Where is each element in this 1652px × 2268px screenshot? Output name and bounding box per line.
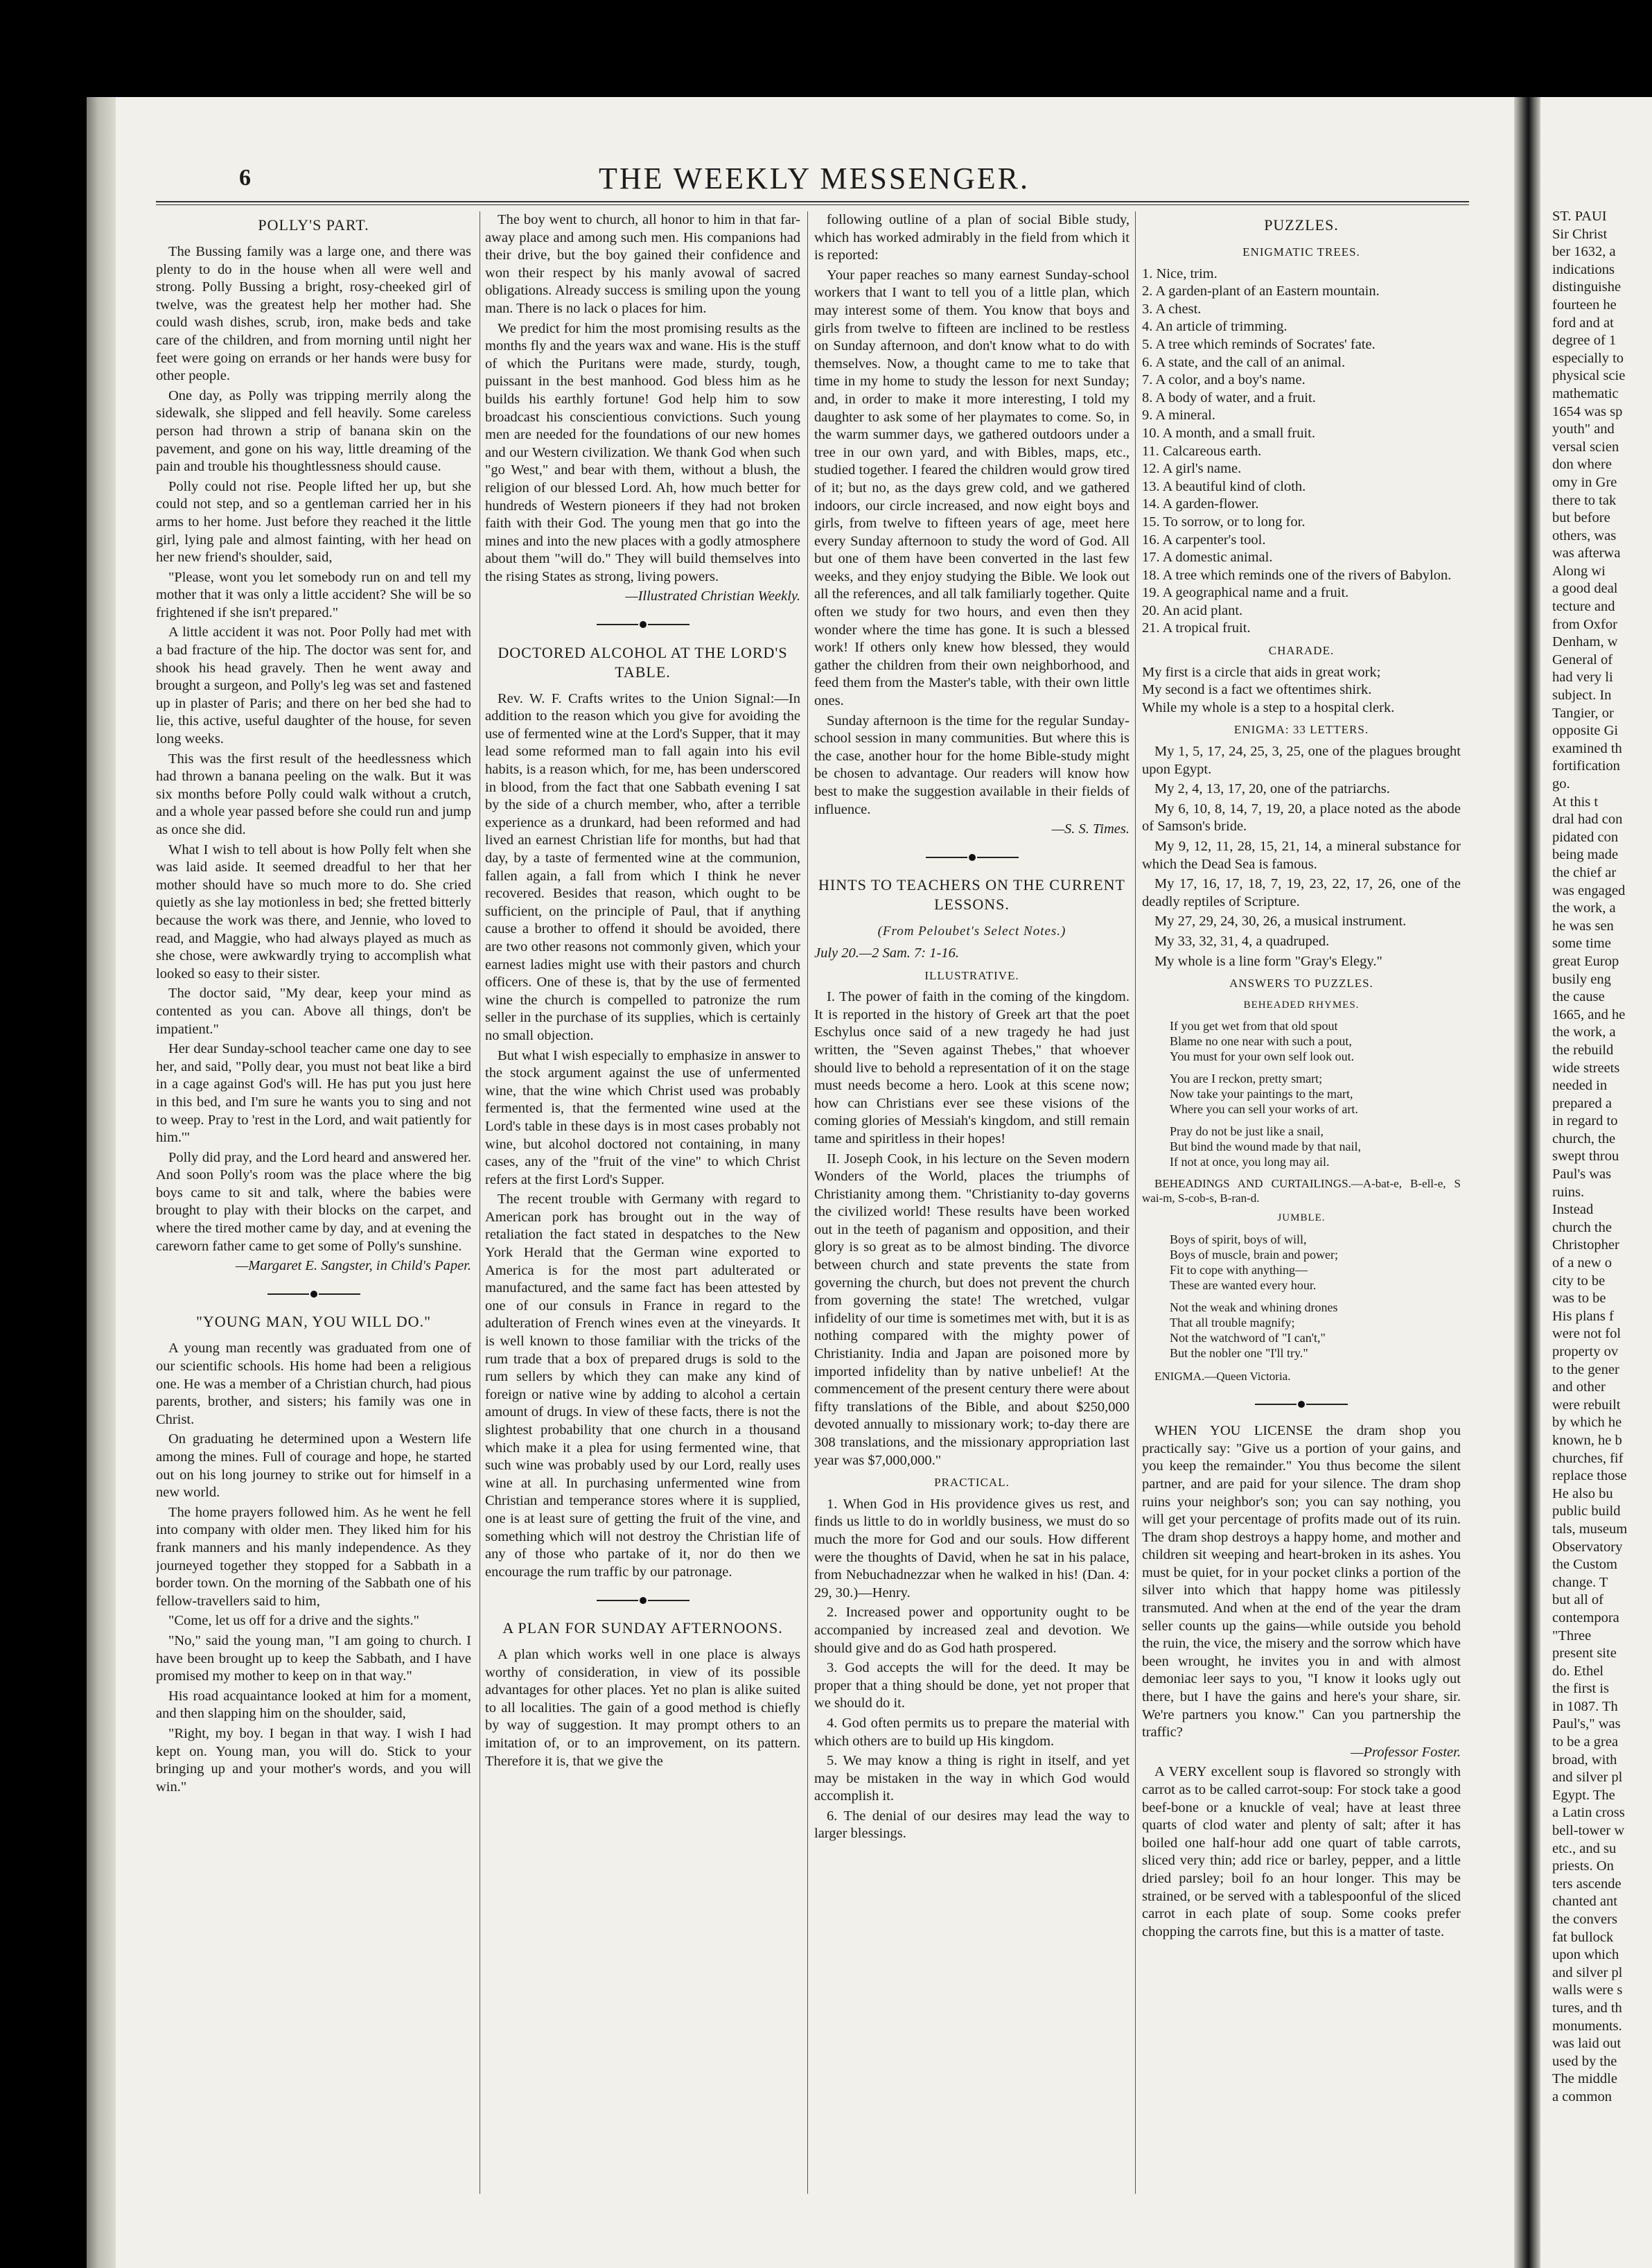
text-line: busily eng <box>1552 971 1611 987</box>
puzzle-item: 7. A color, and a boy's name. <box>1142 372 1306 388</box>
text-line: the chief ar <box>1552 864 1617 880</box>
puzzle-item: 14. A garden-flower. <box>1142 496 1259 512</box>
enigma-heading: ENIGMA: 33 LETTERS. <box>1233 723 1369 737</box>
text-line: ters ascende <box>1552 1876 1622 1892</box>
puzzle-item: 16. A carpenter's tool. <box>1142 532 1266 548</box>
page-gutter <box>1514 97 1540 2268</box>
text-line: the Custom <box>1552 1557 1617 1573</box>
paragraph: WHEN YOU LICENSE the dram shop you practically say: "Give us a portion of your gains, and you keep the remainder." You thus become the silent partner, and are paid for your silence. The dram shop ruins your neighbor's son; you can say nothing, you will get your percentage of profits made out of its ruin. The dram shop destroys a happy home, and mother and children sit weeping and heart-broken in its ashes. You must be quiet, for in your pocket clinks a portion of the silver into which that happy home was pitilessly transmuted. And when at the end of the year the dram seller counts up the gains—while outside you behold the ruin, the vice, the misery and the sorrow which have been wrought, he invites you in and with almost demoniac leer says to you, "I know it looks ugly out there, but I have the gains and here's your share, sir. We're partners you know." Can you partnership the traffic? <box>1142 1423 1461 1741</box>
text-line: examined th <box>1552 740 1622 756</box>
text-line: The middle <box>1552 2071 1617 2087</box>
text-line: tures, and th <box>1552 2000 1622 2016</box>
text-line: youth" and <box>1552 421 1615 437</box>
paragraph: Rev. W. F. Crafts writes to the Union Signal:—In addition to the reason which you give for avoiding the use of fermented wine at the Lord's Supper, that it may lead some reformed man to fall again into his evil habits, is a reason which, for me, has been underscored in blood, from the fact that one Sabbath evening I sat by the side of a church member, who, after a terrible experience as a drunkard, had been reformed and had lived an earnest Christian life for months, but had that day, by a taste of fermented wine at the communion, fallen again, a fall from which I think he never recovered. Besides that reason, which ought to be sufficient, on the principle of Paul, that if anything cause a brother to offend it should be avoided, there are two other reasons not commonly given, which your earnest ladies might use with their pastors and church officers. One of these is, that by the use of fermented wine the church is compelled to patronize the rum seller in the purchase of its supplies, which is certainly no small objection. <box>485 690 800 1043</box>
text-line: city to be <box>1552 1273 1606 1289</box>
paragraph: One day, as Polly was tripping merrily along the sidewalk, she slipped and fell heavily. Some careless person had thrown a strip of banana skin on the pavement, and gone on his way, little dreaming of the pain and trouble his thoughtlessness should cause. <box>156 387 471 475</box>
charade-heading: CHARADE. <box>1268 644 1335 658</box>
paragraph: My 17, 16, 17, 18, 7, 19, 23, 22, 17, 26, one of the deadly reptiles of Scripture. <box>1142 876 1461 909</box>
text-line: fortification <box>1552 758 1620 774</box>
text-line: upon which <box>1552 1947 1619 1963</box>
text-line: but before <box>1552 510 1610 526</box>
text-line: ST. PAUI <box>1552 209 1607 224</box>
text-line: Instead <box>1552 1202 1594 1218</box>
text-line: property ov <box>1552 1344 1619 1359</box>
text-line: degree of 1 <box>1552 333 1617 349</box>
paragraph: Polly could not rise. People lifted her up, but she could not step, and so a gentleman carried her in his arms to her home. Just before they reached it the little girl, lying pale and almost fainting, with her head on her new friend's shoulder, said, <box>156 478 471 566</box>
text-line: great Europ <box>1552 953 1619 969</box>
paragraph: 3. God accepts the will for the deed. It may be proper that a thing should be done, yet not proper that we should do it. <box>814 1660 1130 1711</box>
text-line: Blame no one near with such a pout, <box>1170 1034 1352 1049</box>
text-line: broad, with <box>1552 1752 1617 1768</box>
article-title-doctored-alcohol: DOCTORED ALCOHOL AT THE LORD'S TABLE. <box>498 643 788 681</box>
column-1 <box>156 211 471 2201</box>
text-line: Pray do not be just like a snail, <box>1170 1124 1324 1139</box>
article-title-pollys-part: POLLY'S PART. <box>258 216 369 234</box>
paragraph: My whole is a line form "Gray's Elegy." <box>1154 953 1382 969</box>
text-line: monuments. <box>1552 2018 1622 2034</box>
text-line: ford and at <box>1552 315 1614 331</box>
article-body-sunday-plan-cont <box>814 211 1130 819</box>
paragraph: A little accident it was not. Poor Polly had met with a bad fracture of the hip. The doctor was sent for, and shook his head gravely. Then he went away and brought a surgeon, and Polly's leg was set and fastened up in plaster of Paris; and there on her bed she had to lie, this active, useful daughter of the house, for seven long weeks. <box>156 625 471 747</box>
text-line: others, was <box>1552 527 1617 543</box>
text-line: indications <box>1552 261 1615 277</box>
text-line: Along wi <box>1552 563 1606 579</box>
text-line: If you get wet from that old spout <box>1170 1019 1338 1033</box>
text-line: Not the watchword of "I can't," <box>1170 1330 1326 1345</box>
paragraph: II. Joseph Cook, in his lecture on the Seven modern Wonders of the World, places the triumphs of Christianity among them. "Christianity to-day governs the civilized world! These results have been worked out in the teeth of paganism and opposition, and their glory is so great as to be almost binding. The divorce between church and state prevents the state from governing the church, but does not prevent the church from governing the state! The wretched, vulgar infidelity of our time is sometimes met with, but it is as nothing compared with the mighty power of Christianity. India and Japan are poisoned more by imported infidelity than by native unbelief! At the commencement of the present century there were about fifty translations of the Bible, and about $250,000 devoted annually to missionary work; to-day there are 308 translations, and the missionary appropriation last year was $7,000,000." <box>814 1151 1130 1468</box>
text-line: General of <box>1552 652 1613 668</box>
puzzle-item: 5. A tree which reminds of Socrates' fate. <box>1142 336 1376 352</box>
text-line: walls were s <box>1552 1982 1623 1998</box>
text-line: fat bullock <box>1552 1929 1614 1945</box>
text-line: Observatory <box>1552 1539 1623 1555</box>
text-line: the work, a <box>1552 900 1616 916</box>
text-line: pidated con <box>1552 829 1619 845</box>
text-line: subject. In <box>1552 688 1612 704</box>
article-body-pollys-part <box>156 243 471 1255</box>
paragraph: The Bussing family was a large one, and there was plenty to do in the house when all were well and strong. Polly Bussing a bright, rosy-cheeked girl of twelve, was the greatest help her mother had. She could wash dishes, scrub, iron, make beds and take care of the children, and from morning until night her feet were going on errands or her hands were busy for other people. <box>156 244 471 384</box>
text-line: That all trouble magnify; <box>1170 1315 1295 1329</box>
column-5-partial <box>1552 208 1652 2218</box>
text-line: churches, fif <box>1552 1450 1624 1466</box>
enigma-body <box>1142 743 1461 970</box>
paragraph: My 27, 29, 24, 30, 26, a musical instrument. <box>1154 914 1407 930</box>
puzzle-item: 11. Calcareous earth. <box>1142 443 1262 459</box>
text-line: Fit to cope with anything— <box>1170 1262 1308 1277</box>
article-byline: —Professor Foster. <box>1351 1744 1461 1760</box>
section-divider <box>156 1285 471 1303</box>
paragraph: 4. God often permits us to prepare the material with which others are to build up His kingdom. <box>814 1715 1130 1749</box>
text-line: a Latin cross <box>1552 1805 1625 1821</box>
article-byline: —S. S. Times. <box>1051 821 1130 837</box>
article-title-hints: HINTS TO TEACHERS ON THE CURRENT LESSONS. <box>818 876 1125 914</box>
text-line: were rebuilt <box>1552 1397 1621 1413</box>
paragraph: His road acquaintance looked at him for a moment, and then slapping him on the shoulder, said, <box>156 1688 471 1722</box>
text-line: present site <box>1552 1646 1617 1661</box>
text-line: the cause <box>1552 989 1605 1005</box>
text-line: were not fol <box>1552 1326 1622 1342</box>
text-line: public build <box>1552 1503 1621 1519</box>
paragraph: My 1, 5, 17, 24, 25, 3, 25, one of the plagues brought upon Egypt. <box>1142 744 1461 777</box>
puzzle-item: 13. A beautiful kind of cloth. <box>1142 478 1306 494</box>
answer-verse-1 <box>1170 1018 1461 1064</box>
paragraph: A young man recently was graduated from one of our scientific schools. His home had been a religious one. He was a member of a Christian church, had pious parents, brother, and sisters; his family was one in Christ. <box>156 1341 471 1427</box>
illustrative-body <box>814 988 1130 1469</box>
text-line: wide streets <box>1552 1060 1620 1076</box>
text-line: Boys of muscle, brain and power; <box>1170 1247 1338 1262</box>
text-line: At this t <box>1552 794 1599 810</box>
puzzle-item: 20. An acid plant. <box>1142 602 1243 618</box>
text-line: ber 1632, a <box>1552 244 1616 260</box>
article-byline: —Illustrated Christian Weekly. <box>625 588 800 604</box>
paragraph: What I wish to tell about is how Polly felt when she was laid aside. It seemed dreadful to her that her mother should have so much more to do. She cried quietly as she lay motionless in bed; she fretted bitterly because the work was there, and Jennie, who loved to read, and Maggie, who had always played as much as she chose, were awkwardly trying to accomplish what looked so easy to their sister. <box>156 841 471 982</box>
column-rule-3 <box>1135 211 1136 2194</box>
enigmatic-trees-list <box>1142 265 1461 638</box>
text-line: tecture and <box>1552 599 1615 615</box>
paragraph: Her dear Sunday-school teacher came one day to see her, and said, "Polly dear, you must not beat like a bird in a cage against God's will. He has put you just here in this bed, and I'm sure he wants you to sing and not to weep. Pray to 'rest in the Lord, and wait patiently for him.'" <box>156 1041 471 1146</box>
enigma-answer: ENIGMA.—Queen Victoria. <box>1154 1369 1291 1383</box>
puzzle-item: 21. A tropical fruit. <box>1142 620 1251 636</box>
text-line: Paul's," was <box>1552 1716 1621 1732</box>
text-line: the rebuild <box>1552 1042 1614 1058</box>
text-line: fourteen he <box>1552 297 1617 313</box>
text-line: change. T <box>1552 1574 1608 1590</box>
practical-body <box>814 1496 1130 1843</box>
paragraph: My 2, 4, 13, 17, 20, one of the patriarchs. <box>1154 781 1390 797</box>
text-line: to the gener <box>1552 1361 1619 1377</box>
text-line: and silver pl <box>1552 1770 1623 1786</box>
text-line: These are wanted every hour. <box>1170 1277 1317 1292</box>
page-spine-shadow <box>87 97 116 2268</box>
text-line: priests. On <box>1552 1858 1614 1874</box>
paragraph: "Please, wont you let somebody run on and tell my mother that it was only a little accident? She will be so frightened if she isn't prepared." <box>156 569 471 620</box>
text-line: the first is <box>1552 1681 1609 1697</box>
text-line: don where <box>1552 457 1612 473</box>
text-line: a common <box>1552 2088 1612 2104</box>
paragraph: My 9, 12, 11, 28, 15, 21, 14, a mineral substance for which the Dead Sea is famous. <box>1142 839 1461 872</box>
paragraph: This was the first result of the heedlessness which had thrown a banana peeling on the walk. But it was six months before Polly could walk without a crutch, and a whole year passed before she could run and jump as once she did. <box>156 751 471 837</box>
paragraph: "Right, my boy. I began in that way. I wish I had kept on. Young man, you will do. Stick to your bringing up and your mother's words, and you will win." <box>156 1725 471 1795</box>
paragraph: Your paper reaches so many earnest Sunday-school workers that I want to tell you of a little plan, which may interest some of them. You know that boys and girls from twelve to fifteen are inclined to be restless on Sunday afternoon, and don't know what to do with themselves. Now, a thought came to me to take that time in my home to study the lesson for next Sunday; and, in order to make it more interesting, I told my daughter to ask some of her playmates to come. So, in the warm summer days, we gathered outdoors under a tree in our own yard, and with Bibles, maps, etc., studied together. I feared the children would grow tired of it; but no, as the days grew cold, and we gathered indoors, our circle increased, and now eight boys and girls, from twelve to fifteen years of age, meet here every Sunday afternoon to study the word of God. All but one of them have been converted in the last few weeks, and they enjoy studying the Bible. We look out all the references, and all talk familiarly together. Quite often we study for two hours, and even then they wonder where the time has gone. It is such a blessed work! If others only knew how blessed, they would gather the children from their own neighborhood, and feed them from the Master's table, with their own little ones. <box>814 267 1130 709</box>
text-line: Egypt. The <box>1552 1787 1615 1803</box>
text-line: by which he <box>1552 1415 1622 1431</box>
puzzle-item: 6. A state, and the call of an animal. <box>1142 354 1346 370</box>
text-line: Denham, w <box>1552 634 1618 650</box>
answers-heading: ANSWERS TO PUZZLES. <box>1229 977 1373 991</box>
paragraph: The home prayers followed him. As he went he fell into company with older men. They liked him for his frank manners and his manly independence. As they journeyed together they stopped for a Sabbath in a border town. On the morning of the Sabbath one of his fellow-travellers said to him, <box>156 1504 471 1609</box>
puzzle-item: 15. To sorrow, or to long for. <box>1142 514 1306 530</box>
page-number: 6 <box>239 165 251 191</box>
text-line: and silver pl <box>1552 1964 1623 1980</box>
text-line: His plans f <box>1552 1308 1614 1324</box>
text-line: do. Ethel <box>1552 1663 1604 1679</box>
text-line: some time <box>1552 936 1611 952</box>
paragraph: But what I wish especially to emphasize in answer to the stock argument against the use of unfermented wine, that the wine which Christ used was probably fermented is, that the fermented wine used at the Lord's table in these days is in most cases probably not wine, but alcohol doctored not containing, in many cases, any of the "fruit of the vine" to which Christ refers at the first Lord's Supper. <box>485 1047 800 1187</box>
text-line: ruins. <box>1552 1184 1585 1200</box>
column-4 <box>1142 211 1461 2201</box>
article-title-sunday-plan: A PLAN FOR SUNDAY AFTERNOONS. <box>502 1619 783 1637</box>
section-divider <box>814 848 1130 866</box>
article-body-license <box>1142 1422 1461 1742</box>
paragraph: We predict for him the most promising results as the months fly and the years wax and wane. His is the stuff of which the Puritans were made, sturdy, tough, puissant in the best manhood. God bless him as he builds his earthly fortune! God help him to sow broadcast his conscientious convictions. Such young men are needed for the foundations of our new homes and our Western civilization. We thank God when such "go West," and bear with them, without a blush, the religion of our blessed Lord. Ah, how much better for hundreds of Western pioneers if they had not broken faith with their God. The young men that go into the mines and into the new places with a godly atmosphere about them "will do." They will build themselves into the rising States as strong, living powers. <box>485 320 800 584</box>
text-line: "Three <box>1552 1628 1592 1643</box>
paragraph: "No," said the young man, "I am going to church. I have been brought up to keep the Sabbath, and I have promised my mother to keep on in that way." <box>156 1632 471 1684</box>
text-line: Boys of spirit, boys of will, <box>1170 1232 1307 1246</box>
text-line: was laid out <box>1552 2036 1622 2052</box>
text-line: 1665, and he <box>1552 1006 1626 1022</box>
puzzle-item: 8. A body of water, and a fruit. <box>1142 390 1316 405</box>
article-body-sunday-plan <box>485 1646 800 1770</box>
puzzle-item: 19. A geographical name and a fruit. <box>1142 585 1349 601</box>
paragraph: 6. The denial of our desires may lead the way to larger blessings. <box>814 1808 1130 1842</box>
text-line: and other <box>1552 1379 1606 1395</box>
text-line: tals, museum <box>1552 1521 1628 1537</box>
puzzles-title: PUZZLES. <box>1264 216 1339 234</box>
puzzle-item: 17. A domestic animal. <box>1142 550 1273 566</box>
article-byline: —Margaret E. Sangster, in Child's Paper. <box>236 1258 471 1274</box>
text-line: the work, a <box>1552 1024 1616 1040</box>
text-line: needed in <box>1552 1078 1608 1094</box>
puzzle-item: 12. A girl's name. <box>1142 461 1242 477</box>
article-body-young-man <box>156 1340 471 1796</box>
paragraph: My 33, 32, 31, 4, a quadruped. <box>1154 933 1330 949</box>
paragraph: 2. Increased power and opportunity ought to be accompanied by increased zeal and devotion. We should give and do as God hath prospered. <box>814 1605 1130 1656</box>
text-line: But bind the wound made by that nail, <box>1170 1140 1361 1154</box>
text-line: had very li <box>1552 670 1613 686</box>
puzzle-item: 18. A tree which reminds one of the rivers of Babylon. <box>1142 567 1452 583</box>
text-line: he was sen <box>1552 918 1614 934</box>
paragraph: Sunday afternoon is the time for the regular Sunday-school session in many communities. But where this is the case, another hour for the home Bible-study might be chosen to advantage. Our readers will know how best to make the suggestion available in their fields of influence. <box>814 713 1130 817</box>
enigmatic-trees-heading: ENIGMATIC TREES. <box>1242 245 1360 259</box>
text-line: mathematic <box>1552 385 1619 401</box>
section-divider <box>485 616 800 634</box>
text-line: a good deal <box>1552 581 1618 597</box>
text-line: Now take your paintings to the mart, <box>1170 1087 1353 1101</box>
paragraph: A plan which works well in one place is always worthy of consideration, in view of its possible advantages for other places. Yet no plan is alike suited to all localities. The gain of a good method is chiefly by way of suggestion. It may prompt others to an imitation of, or to an improvement, on its pattern. Therefore it is, that we give the <box>485 1646 800 1769</box>
paragraph: following outline of a plan of social Bible study, which has worked admirably in the field from which it is reported: <box>814 212 1130 263</box>
text-line: the convers <box>1552 1912 1617 1927</box>
text-line: Paul's was <box>1552 1167 1612 1183</box>
text-line: Where you can sell your works of art. <box>1170 1102 1358 1117</box>
text-line: Not the weak and whining drones <box>1170 1300 1338 1314</box>
paragraph: I. The power of faith in the coming of the kingdom. It is reported in the history of Greek art that the poet Eschylus once said of a new tragedy he had just written, the "Seven against Thebes," that whoever should live to behold a representation of it on the stage must needs become a hero. Look at this scene now; how can Christians ever see these visions of the coming glories of Messiah's kingdom, and still remain tame and spiritless in their hopes! <box>814 989 1130 1146</box>
hints-source: (From Peloubet's Select Notes.) <box>877 924 1066 939</box>
text-line: Sir Christ <box>1552 226 1608 242</box>
paragraph: Polly did pray, and the Lord heard and answered her. And soon Polly's room was the place where the big boys came to sit and talk, where the babies were brought to play with their blocks on the carpet, and where the tired mother came by day, and at evening the careworn father came to get some of Polly's sunshine. <box>156 1149 471 1254</box>
text-line: versal scien <box>1552 439 1619 455</box>
text-line: You must for your own self look out. <box>1170 1049 1355 1064</box>
header-rule <box>156 201 1469 202</box>
text-line: church the <box>1552 1219 1612 1235</box>
header-rule-thin <box>156 204 1469 205</box>
text-line: in regard to <box>1552 1113 1618 1129</box>
puzzle-item: 1. Nice, trim. <box>1142 265 1218 281</box>
paragraph: 1. When God in His providence gives us rest, and finds us little to do in worldly business, we must do so much the more for God and our souls. How different were the thoughts of David, when he sat in his palace, from Nebuchadnezzar when he walked in his! (Dan. 4: 29, 30.)—Henry. <box>814 1496 1130 1600</box>
text-line: replace those <box>1552 1468 1627 1484</box>
text-line: physical scie <box>1552 368 1626 384</box>
column-rule-2 <box>807 211 808 2194</box>
text-line: My first is a circle that aids in great work; <box>1142 664 1381 680</box>
puzzle-item: 3. A chest. <box>1142 301 1202 317</box>
text-line: prepared a <box>1552 1095 1612 1111</box>
answer-verse-4 <box>1170 1232 1461 1293</box>
text-line: go. <box>1552 776 1570 792</box>
curtailings-answer: BEHEADINGS AND CURTAILINGS.—A-bat-e, B-ell-e, S wai-m, S-cob-s, B-ran-d. <box>1142 1177 1461 1205</box>
puzzle-item: 9. A mineral. <box>1142 408 1215 424</box>
text-line: but all of <box>1552 1592 1604 1608</box>
text-line: opposite Gi <box>1552 723 1619 739</box>
page-header <box>156 152 1473 194</box>
puzzle-item: 2. A garden-plant of an Eastern mountain. <box>1142 284 1380 299</box>
charade-lines <box>1142 664 1461 717</box>
text-line: there to tak <box>1552 492 1617 508</box>
text-line: 1654 was sp <box>1552 403 1623 419</box>
text-line: While my whole is a step to a hospital clerk. <box>1142 699 1395 715</box>
paragraph: My 6, 10, 8, 14, 7, 19, 20, a place noted as the abode of Samson's bride. <box>1142 801 1461 835</box>
text-line: You are I reckon, pretty smart; <box>1170 1072 1323 1086</box>
text-line: was engaged <box>1552 882 1626 898</box>
text-line: known, he b <box>1552 1432 1622 1448</box>
text-line: distinguishe <box>1552 279 1622 295</box>
answer-verse-2 <box>1170 1071 1461 1117</box>
text-line: chanted ant <box>1552 1894 1617 1910</box>
paragraph: The doctor said, "My dear, keep your mind as contented as you can. Above all things, don't be impatient." <box>156 986 471 1037</box>
answer-verse-5 <box>1170 1300 1461 1361</box>
article-title-young-man: "YOUNG MAN, YOU WILL DO." <box>195 1313 432 1331</box>
text-line: of a new o <box>1552 1255 1612 1271</box>
practical-heading: PRACTICAL. <box>934 1476 1010 1490</box>
text-line: especially to <box>1552 350 1624 366</box>
article-body-young-man-cont <box>485 211 800 586</box>
paragraph: A VERY excellent soup is flavored so strongly with carrot as to be called carrot-soup: For stock take a good beef-bone or a knuckle of veal; have at least three quarts of clod water and plenty of salt; after it has boiled one half-hour add one quart of table carrots, sliced very thin; add rice or barley, pepper, and a little dried parsley; boil fo an hour longer. This may be strained, or be served with a tablespoonful of the sliced carrot in each plate of soup. Some cooks prefer chopping the carrots fine, but this is a matter of taste. <box>1142 1764 1461 1939</box>
paragraph: The boy went to church, all honor to him in that far-away place and among such men. His companions had their drive, but the boy gained their confidence and won their respect by his manly avowal of sacred obligations. Already success is smiling upon the young man. There is no lack o places for him. <box>485 212 800 316</box>
text-line: being made <box>1552 847 1619 863</box>
paragraph: The recent trouble with Germany with regard to American pork has brought out in the way of retaliation the fact stated in despatches to the New York Herald that the German wine exported to America is for the most part adulterated or manufactured, and the same fact has been attested by one of our consuls in France in regard to the adulteration of French wines even at the vineyards. It is well known to those familiar with the tricks of the rum trade that a box of prepared drugs is sold to the rum sellers by which they can make any kind of foreign or native wine by adding to alcohol a certain amount of drugs. In view of these facts, there is not the slightest probability that one church in a thousand which make it a plea for using fermented wine, that such wine was probably used by our Lord, really uses wine at all. In purchasing unfermented wine from Christian and temperance stores where it is supplied, one is at least sure of getting the fruit of the vine, and something which will not destroy the Christian life of any of those who partake of it, nor do then we encourage the rum traffic by our patronage. <box>485 1192 800 1580</box>
article-body-carrot-soup <box>1142 1763 1461 1941</box>
section-divider <box>1142 1395 1461 1413</box>
section-divider <box>485 1591 800 1609</box>
beheaded-heading: BEHEADED RHYMES. <box>1243 999 1360 1011</box>
text-line: swept throu <box>1552 1149 1619 1164</box>
illustrative-heading: ILLUSTRATIVE. <box>924 968 1019 982</box>
paragraph: 5. We may know a thing is right in itself, and yet may be mistaken in the way in which God would accomplish it. <box>814 1753 1130 1804</box>
text-line: in 1087. Th <box>1552 1698 1618 1714</box>
text-line: bell-tower w <box>1552 1823 1625 1839</box>
column-3 <box>814 211 1130 2201</box>
jumble-heading: JUMBLE. <box>1277 1212 1326 1224</box>
text-line: He also bu <box>1552 1485 1613 1501</box>
puzzle-item: 10. A month, and a small fruit. <box>1142 425 1315 441</box>
text-line: church, the <box>1552 1131 1616 1146</box>
masthead-title: THE WEEKLY MESSENGER. <box>598 162 1030 195</box>
text-line: to be a grea <box>1552 1734 1619 1750</box>
text-line: Christopher <box>1552 1237 1619 1253</box>
paragraph: "Come, let us off for a drive and the sights." <box>168 1613 419 1629</box>
text-line: was afterwa <box>1552 546 1621 561</box>
text-line: used by the <box>1552 2053 1617 2069</box>
answer-verse-3 <box>1170 1124 1461 1169</box>
text-line: If not at once, you long may ail. <box>1170 1155 1330 1169</box>
text-line: Tangier, or <box>1552 705 1614 721</box>
paragraph: On graduating he determined upon a Western life among the mines. Full of courage and hope, he started out on his long journey to strike out for himself in a new world. <box>156 1431 471 1501</box>
text-line: dral had con <box>1552 812 1623 828</box>
text-line: from Oxfor <box>1552 616 1617 632</box>
text-line: was to be <box>1552 1291 1606 1307</box>
text-line: etc., and su <box>1552 1840 1617 1856</box>
article-body-doctored-alcohol <box>485 690 800 1582</box>
text-line: contempora <box>1552 1610 1619 1625</box>
text-line: But the nobler one "I'll try." <box>1170 1345 1308 1360</box>
column-2 <box>485 211 800 2201</box>
puzzle-item: 4. An article of trimming. <box>1142 319 1288 335</box>
hints-reference: July 20.—2 Sam. 7: 1-16. <box>814 945 959 961</box>
text-line: omy in Gre <box>1552 474 1617 490</box>
text-line: My second is a fact we oftentimes shirk. <box>1142 682 1372 698</box>
